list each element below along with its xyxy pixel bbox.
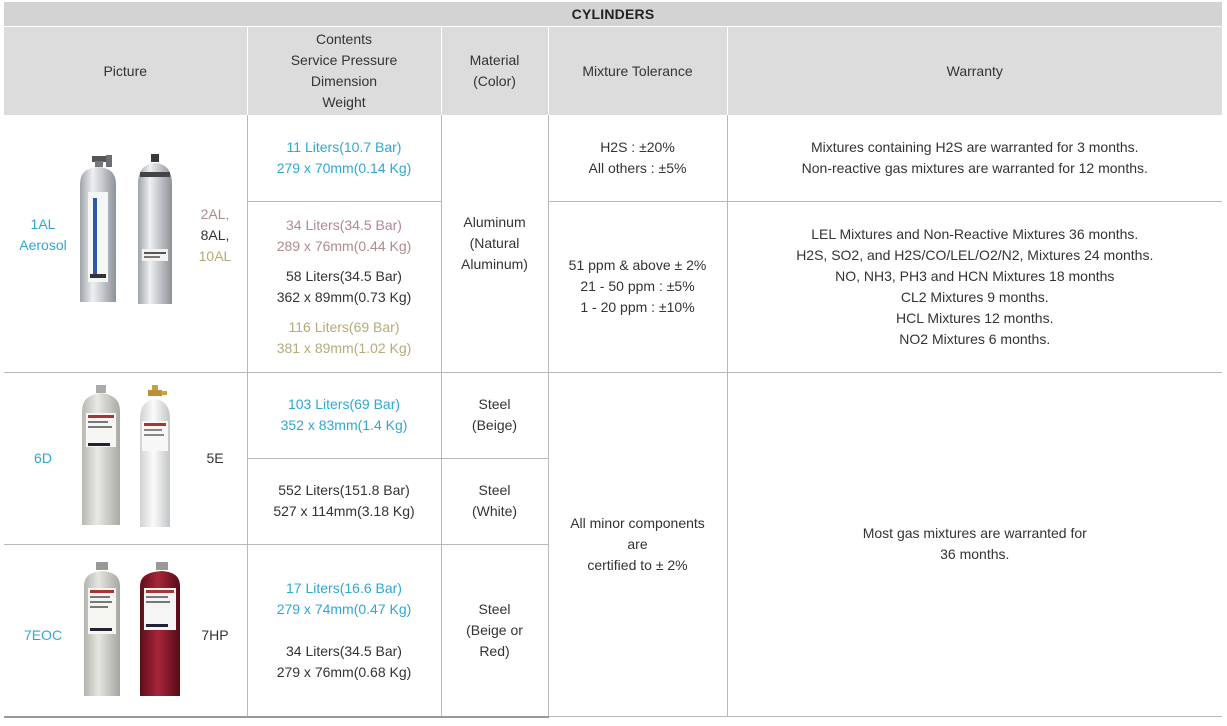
label-7hp: 7HP [201,626,229,643]
table-row [4,372,1222,458]
contents-2al-8al-10al: 34 Liters(34.5 Bar) 289 x 76mm(0.44 Kg) 58 Liters(34.5 Bar) 362 x 89mm(0.73 Kg) 116 Liters(69 Bar) 381 x 89mm(1.02 Kg) [247,201,441,372]
picture-cell-7eoc-7hp [4,544,247,717]
material-5e: Steel (White) [441,458,548,544]
header-warranty: Warranty [727,27,1222,116]
label-2al-8al-10al: 2AL, 8AL, 10AL [198,205,232,264]
material-aluminum: Aluminum (Natural Aluminum) [441,115,548,372]
label-6d: 6D [34,449,52,466]
table-row [4,115,1222,201]
tolerance-1al: H2S : ±20% All others : ±5% [548,115,727,201]
label-7eoc: 7EOC [23,626,63,643]
aluminum-cylinders-image [76,154,188,314]
warranty-steel: Most gas mixtures are warranted for 36 months. [727,372,1222,717]
steel-cylinders-7eoc-7hp-image [80,562,184,702]
tolerance-2al-8al-10al: 51 ppm & above ± 2% 21 - 50 ppm : ±5% 1 - 20 ppm : ±10% [548,201,727,372]
header-row [4,27,1222,116]
contents-1al: 11 Liters(10.7 Bar) 279 x 70mm(0.14 Kg) [247,115,441,201]
header-material: Material (Color) [441,27,548,116]
warranty-2al-8al-10al: LEL Mixtures and Non-Reactive Mixtures 36 months. H2S, SO2, and H2S/CO/LEL/O2/N2, Mixtures 24 months. NO, NH3, PH3 and HCN Mixtures 18 months CL2 Mixtures 9 months. HCL Mixtures 12 months. NO2 Mixtures 6 months. [727,201,1222,372]
material-7eoc-7hp: Steel (Beige or Red) [441,544,548,717]
material-6d: Steel (Beige) [441,372,548,458]
picture-cell-aluminum [4,115,247,372]
header-picture: Picture [4,27,247,116]
label-5e: 5E [206,449,224,466]
contents-6d: 103 Liters(69 Bar) 352 x 83mm(1.4 Kg) [247,372,441,458]
header-contents: Contents Service Pressure Dimension Weight [247,27,441,116]
table-title: CYLINDERS [4,2,1222,27]
cylinders-table [4,2,1222,718]
label-1al-aerosol: 1AL Aerosol [19,215,67,253]
contents-5e: 552 Liters(151.8 Bar) 527 x 114mm(3.18 Kg) [247,458,441,544]
header-tolerance: Mixture Tolerance [548,27,727,116]
steel-cylinders-6d-5e-image [78,385,182,535]
warranty-1al: Mixtures containing H2S are warranted for 3 months. Non-reactive gas mixtures are warranted for 12 months. [727,115,1222,201]
tolerance-steel: All minor components are certified to ± 2% [548,372,727,717]
contents-7eoc-7hp: 17 Liters(16.6 Bar) 279 x 74mm(0.47 Kg) 34 Liters(34.5 Bar) 279 x 76mm(0.68 Kg) [247,544,441,717]
picture-cell-6d-5e [4,372,247,544]
